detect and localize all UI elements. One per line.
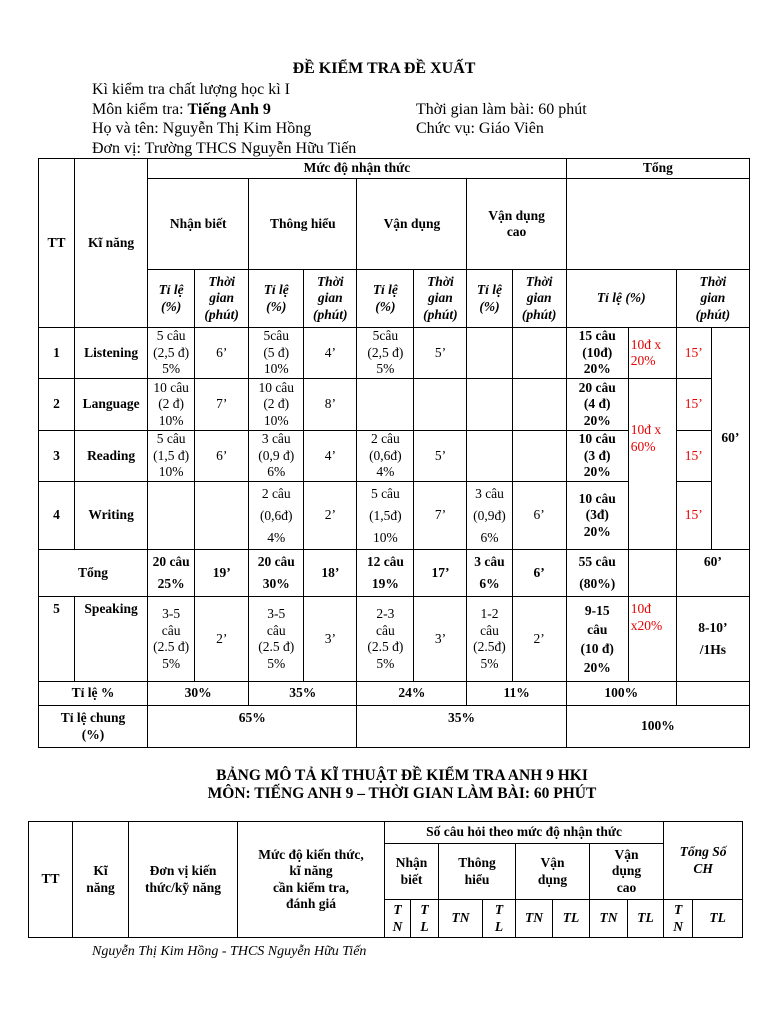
sum-vd-time: 17’ bbox=[414, 550, 467, 597]
common-low: 65% bbox=[148, 706, 357, 748]
sum-label: Tổng bbox=[39, 550, 148, 597]
spec-header-vd: Vận dụng bbox=[516, 844, 590, 900]
spec-header-unit: Đơn vị kiến thức/kỹ năng bbox=[129, 822, 238, 938]
spec-header-total: Tổng Số CH bbox=[664, 822, 743, 900]
page-title: ĐỀ KIỂM TRA ĐỀ XUẤT bbox=[292, 60, 476, 77]
sum-th-time: 18’ bbox=[304, 550, 357, 597]
rate-th: 35% bbox=[249, 682, 357, 706]
cell-th: 5câu (5 đ) 10% bbox=[249, 328, 304, 379]
table-row bbox=[39, 379, 750, 431]
header-skill: Kĩ năng bbox=[75, 159, 148, 328]
spec-tn: TN bbox=[590, 900, 628, 938]
cell-nb: 5 câu (2,5 đ) 5% bbox=[148, 328, 195, 379]
cell-total: 15 câu (10đ) 20% bbox=[566, 328, 628, 379]
cell-note: 10đ x 20% bbox=[628, 328, 676, 379]
sum-note-blank bbox=[628, 550, 676, 597]
subject-line bbox=[92, 100, 271, 120]
cell-th: 10 câu (2 đ) 10% bbox=[249, 379, 304, 431]
spec-tn: T N bbox=[664, 900, 693, 938]
spec-title: BẢNG MÔ TẢ KĨ THUẬT ĐỀ KIỂM TRA ANH 9 HKI bbox=[216, 767, 588, 784]
spec-tn: TN bbox=[516, 900, 553, 938]
spec-tl: T L bbox=[483, 900, 516, 938]
spec-subtitle: MÔN: TIẾNG ANH 9 – THỜI GIAN LÀM BÀI: 60 PHÚT bbox=[207, 785, 597, 802]
cell-time: 15’ bbox=[676, 431, 711, 482]
cell-vd: 5 câu (1,5đ) 10% bbox=[357, 482, 414, 550]
cell-vd-time: 5’ bbox=[414, 431, 467, 482]
spec-tl: TL bbox=[553, 900, 590, 938]
header-total-blank bbox=[566, 179, 749, 270]
row-skill: Writing bbox=[75, 482, 148, 550]
header-rate: Tỉ lệ (%) bbox=[148, 270, 195, 328]
cell-th-time: 3’ bbox=[304, 597, 357, 682]
spec-table bbox=[28, 821, 743, 938]
spec-tl: T L bbox=[411, 900, 439, 938]
header-rate: Tỉ lệ (%) bbox=[357, 270, 414, 328]
unit-line: Đơn vị: Trường THCS Nguyễn Hữu Tiến bbox=[92, 140, 357, 157]
cell-vdc-time bbox=[512, 379, 566, 431]
common-label: Tỉ lệ chung (%) bbox=[39, 706, 148, 748]
cell-th-time: 4’ bbox=[304, 328, 357, 379]
spec-header-level: Mức độ kiến thức, kĩ năng cần kiểm tra, đánh giá bbox=[238, 822, 385, 938]
cell-th-time: 8’ bbox=[304, 379, 357, 431]
table-row bbox=[39, 597, 750, 682]
sum-vdc: 3 câu 6% bbox=[467, 550, 512, 597]
header-cognitive-level: Mức độ nhận thức bbox=[148, 159, 567, 179]
cell-vdc: 1-2 câu (2.5đ) 5% bbox=[467, 597, 512, 682]
row-skill: Speaking bbox=[75, 597, 148, 682]
cell-nb: 10 câu (2 đ) 10% bbox=[148, 379, 195, 431]
cell-nb-time: 7’ bbox=[195, 379, 249, 431]
cell-nb-time: 2’ bbox=[195, 597, 249, 682]
cell-nb bbox=[148, 482, 195, 550]
rate-row bbox=[39, 682, 750, 706]
header-rate: Tỉ lệ (%) bbox=[467, 270, 512, 328]
cell-time: 15’ bbox=[676, 379, 711, 431]
rate-nb: 30% bbox=[148, 682, 249, 706]
cell-nb-time: 6’ bbox=[195, 431, 249, 482]
rate-total: 100% bbox=[566, 682, 676, 706]
header-total-time: Thời gian (phút) bbox=[676, 270, 749, 328]
header-time: Thời gian (phút) bbox=[195, 270, 249, 328]
sum-vd: 12 câu 19% bbox=[357, 550, 414, 597]
spec-header-nb: Nhận biết bbox=[385, 844, 439, 900]
cell-nb: 5 câu (1,5 đ) 10% bbox=[148, 431, 195, 482]
cell-vd-time bbox=[414, 379, 467, 431]
rate-vd: 24% bbox=[357, 682, 467, 706]
cell-th: 3 câu (0,9 đ) 6% bbox=[249, 431, 304, 482]
cell-th-time: 2’ bbox=[304, 482, 357, 550]
cell-total: 20 câu (4 đ) 20% bbox=[566, 379, 628, 431]
row-skill: Language bbox=[75, 379, 148, 431]
spec-tn: T N bbox=[385, 900, 411, 938]
sum-nb-time: 19’ bbox=[195, 550, 249, 597]
rate-label: Tỉ lệ % bbox=[39, 682, 148, 706]
header-comprehension: Thông hiểu bbox=[249, 179, 357, 270]
cell-vd: 5câu (2,5 đ) 5% bbox=[357, 328, 414, 379]
row-number: 2 bbox=[39, 379, 75, 431]
subject-label: Môn kiểm tra: bbox=[92, 101, 188, 118]
cell-th: 2 câu (0,6đ) 4% bbox=[249, 482, 304, 550]
header-time: Thời gian (phút) bbox=[414, 270, 467, 328]
cell-vdc-time: 2’ bbox=[512, 597, 566, 682]
spec-header-th: Thông hiểu bbox=[439, 844, 516, 900]
cell-vdc: 3 câu (0,9đ) 6% bbox=[467, 482, 512, 550]
sum-total: 55 câu (80%) bbox=[566, 550, 628, 597]
rate-blank bbox=[676, 682, 749, 706]
row-skill: Reading bbox=[75, 431, 148, 482]
cell-vd-time: 5’ bbox=[414, 328, 467, 379]
cell-vdc-time bbox=[512, 431, 566, 482]
cell-vdc-time bbox=[512, 328, 566, 379]
header-time: Thời gian (phút) bbox=[304, 270, 357, 328]
cell-total: 10 câu (3đ) 20% bbox=[566, 482, 628, 550]
name-line: Họ và tên: Nguyễn Thị Kim Hồng bbox=[92, 120, 312, 137]
spec-tl: TL bbox=[693, 900, 743, 938]
common-rate-row bbox=[39, 706, 750, 748]
spec-header-vdc: Vận dụng cao bbox=[590, 844, 664, 900]
spec-header-tt: TT bbox=[29, 822, 73, 938]
header-rate: Tỉ lệ (%) bbox=[249, 270, 304, 328]
page-footer: Nguyễn Thị Kim Hồng - THCS Nguyễn Hữu Tiến bbox=[92, 944, 367, 959]
row-skill: Listening bbox=[75, 328, 148, 379]
spec-header-count: Số câu hỏi theo mức độ nhận thức bbox=[385, 822, 664, 844]
subject-value: Tiếng Anh 9 bbox=[187, 101, 271, 118]
header-tt: TT bbox=[39, 159, 75, 328]
sum-time: 60’ bbox=[676, 550, 749, 597]
cell-vd bbox=[357, 379, 414, 431]
header-total-rate: Tỉ lệ (%) bbox=[566, 270, 676, 328]
cell-note: 10đ x20% bbox=[628, 597, 676, 682]
rate-vdc: 11% bbox=[467, 682, 566, 706]
cell-vd-time: 7’ bbox=[414, 482, 467, 550]
header-recognition: Nhận biết bbox=[148, 179, 249, 270]
cell-th: 3-5 câu (2.5 đ) 5% bbox=[249, 597, 304, 682]
cell-time: 8-10’ /1Hs bbox=[676, 597, 749, 682]
cell-nb-time bbox=[195, 482, 249, 550]
matrix-table bbox=[38, 158, 750, 748]
cell-total: 10 câu (3 đ) 20% bbox=[566, 431, 628, 482]
cell-grand-time: 60’ bbox=[711, 328, 749, 550]
cell-time: 15’ bbox=[676, 328, 711, 379]
cell-nb-time: 6’ bbox=[195, 328, 249, 379]
common-total: 100% bbox=[566, 706, 749, 748]
cell-vd-time: 3’ bbox=[414, 597, 467, 682]
sum-th: 20 câu 30% bbox=[249, 550, 304, 597]
cell-vdc bbox=[467, 328, 512, 379]
position-line: Chức vụ: Giáo Viên bbox=[416, 120, 544, 137]
header-application: Vận dụng bbox=[357, 179, 467, 270]
cell-vdc bbox=[467, 431, 512, 482]
spec-tl: TL bbox=[628, 900, 664, 938]
header-total: Tổng bbox=[566, 159, 749, 179]
exam-period: Kì kiểm tra chất lượng học kì I bbox=[92, 81, 290, 98]
sum-row bbox=[39, 550, 750, 597]
cell-th-time: 4’ bbox=[304, 431, 357, 482]
table-row bbox=[39, 328, 750, 379]
cell-total: 9-15 câu (10 đ) 20% bbox=[566, 597, 628, 682]
sum-nb: 20 câu 25% bbox=[148, 550, 195, 597]
row-number: 4 bbox=[39, 482, 75, 550]
common-high: 35% bbox=[357, 706, 566, 748]
cell-vdc bbox=[467, 379, 512, 431]
cell-vdc-time: 6’ bbox=[512, 482, 566, 550]
cell-note: 10đ x 60% bbox=[628, 379, 676, 550]
cell-vd: 2 câu (0,6đ) 4% bbox=[357, 431, 414, 482]
row-number: 1 bbox=[39, 328, 75, 379]
cell-vd: 2-3 câu (2.5 đ) 5% bbox=[357, 597, 414, 682]
spec-header-skill: Kĩ năng bbox=[73, 822, 129, 938]
row-number: 5 bbox=[39, 597, 75, 682]
cell-time: 15’ bbox=[676, 482, 711, 550]
sum-vdc-time: 6’ bbox=[512, 550, 566, 597]
cell-nb: 3-5 câu (2.5 đ) 5% bbox=[148, 597, 195, 682]
header-time: Thời gian (phút) bbox=[512, 270, 566, 328]
row-number: 3 bbox=[39, 431, 75, 482]
header-high-application: Vận dụng cao bbox=[467, 179, 566, 270]
time-line: Thời gian làm bài: 60 phút bbox=[416, 101, 587, 118]
spec-tn: TN bbox=[439, 900, 483, 938]
